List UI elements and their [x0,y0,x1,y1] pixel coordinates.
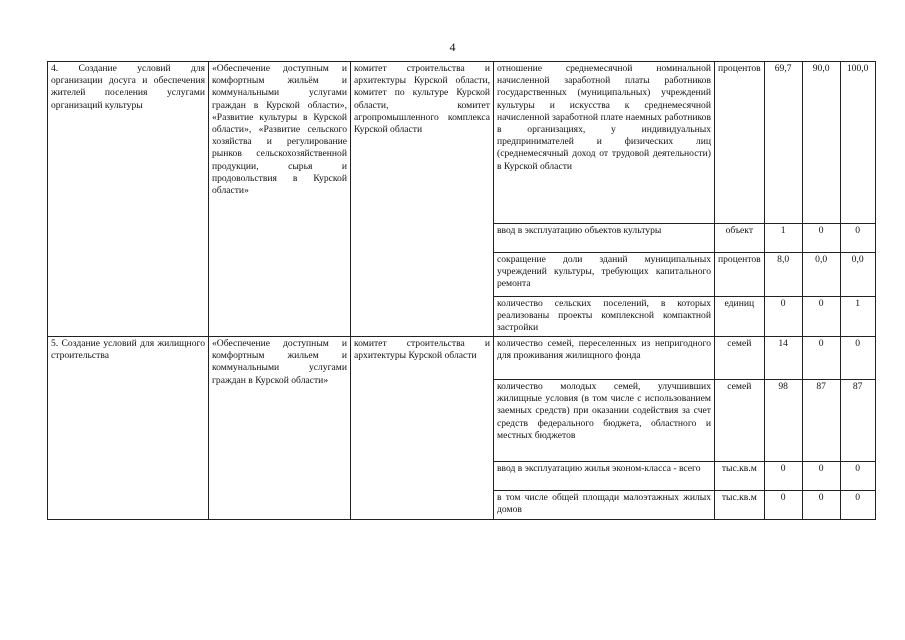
indicator-value-1: 0 [764,462,802,491]
indicator-value-2: 0 [802,337,840,380]
indicator-unit: процентов [715,253,765,297]
indicator-value-1: 98 [764,380,802,462]
indicator-value-3: 1 [840,297,875,337]
indicator-value-1: 1 [764,224,802,253]
task-cell: 4. Создание условий для организации досуга и обеспечения жителей поселения услугами организаций культуры [48,62,209,337]
indicators-table [47,61,876,520]
indicator-name: ввод в эксплуатацию жилья эконом-класса - всего [494,462,715,491]
indicator-name: отношение среднемесячной номинальной начисленной заработной платы работников государственных (муниципальных) учреждений культуры и искусства к среднемесячной начисленной заработной плате наемных работников в организациях, у индивидуальных предпринимателей и физических лиц (среднемесячный доход от трудовой деятельности) в Курской области [494,62,715,224]
responsible-cell: комитет строительства и архитектуры Курской области [351,337,494,520]
indicator-value-1: 0 [764,491,802,520]
indicator-value-3: 0 [840,491,875,520]
indicator-unit: процентов [715,62,765,224]
indicator-value-1: 8,0 [764,253,802,297]
indicator-unit: единиц [715,297,765,337]
indicator-value-3: 0,0 [840,253,875,297]
table-row [48,62,876,224]
responsible-cell: комитет строительства и архитектуры Курской области, комитет по культуре Курской области, комитет агропромышленного комплекса Курской области [351,62,494,337]
program-cell: «Обеспечение доступным и комфортным жильём и коммунальными услугами граждан в Курской области», «Развитие культуры в Курской области», «Развитие сельского хозяйства и регулирование рынков сельскохозяйственной продукции, сырья и продовольствия в Курской области» [209,62,351,337]
indicator-value-3: 87 [840,380,875,462]
indicator-value-2: 0 [802,462,840,491]
indicator-value-2: 0 [802,491,840,520]
program-cell: «Обеспечение доступным и комфортным жильем и коммунальными услугами граждан в Курской области» [209,337,351,520]
indicator-name: количество сельских поселений, в которых реализованы проекты комплексной компактной застройки [494,297,715,337]
task-cell: 5. Создание условий для жилищного строительства [48,337,209,520]
indicator-unit: тыс.кв.м [715,491,765,520]
indicator-value-3: 100,0 [840,62,875,224]
indicator-unit: тыс.кв.м [715,462,765,491]
indicator-value-3: 0 [840,462,875,491]
indicator-value-3: 0 [840,337,875,380]
indicator-value-1: 69,7 [764,62,802,224]
indicator-value-2: 0,0 [802,253,840,297]
indicator-value-1: 14 [764,337,802,380]
indicator-unit: объект [715,224,765,253]
indicator-value-2: 0 [802,297,840,337]
indicator-value-1: 0 [764,297,802,337]
indicator-name: ввод в эксплуатацию объектов культуры [494,224,715,253]
table-row [48,337,876,380]
indicator-name: количество семей, переселенных из непригодного для проживания жилищного фонда [494,337,715,380]
indicator-value-2: 90,0 [802,62,840,224]
indicator-name: количество молодых семей, улучшивших жилищные условия (в том числе с использованием заемных средств) при оказании содействия за счет средств федерального бюджета, областного и местных бюджетов [494,380,715,462]
page-number: 4 [449,40,456,54]
indicator-value-3: 0 [840,224,875,253]
indicator-name: сокращение доли зданий муниципальных учреждений культуры, требующих капитального ремонта [494,253,715,297]
indicator-unit: семей [715,380,765,462]
indicator-name: в том числе общей площади малоэтажных жилых домов [494,491,715,520]
indicator-value-2: 0 [802,224,840,253]
indicator-value-2: 87 [802,380,840,462]
indicator-unit: семей [715,337,765,380]
